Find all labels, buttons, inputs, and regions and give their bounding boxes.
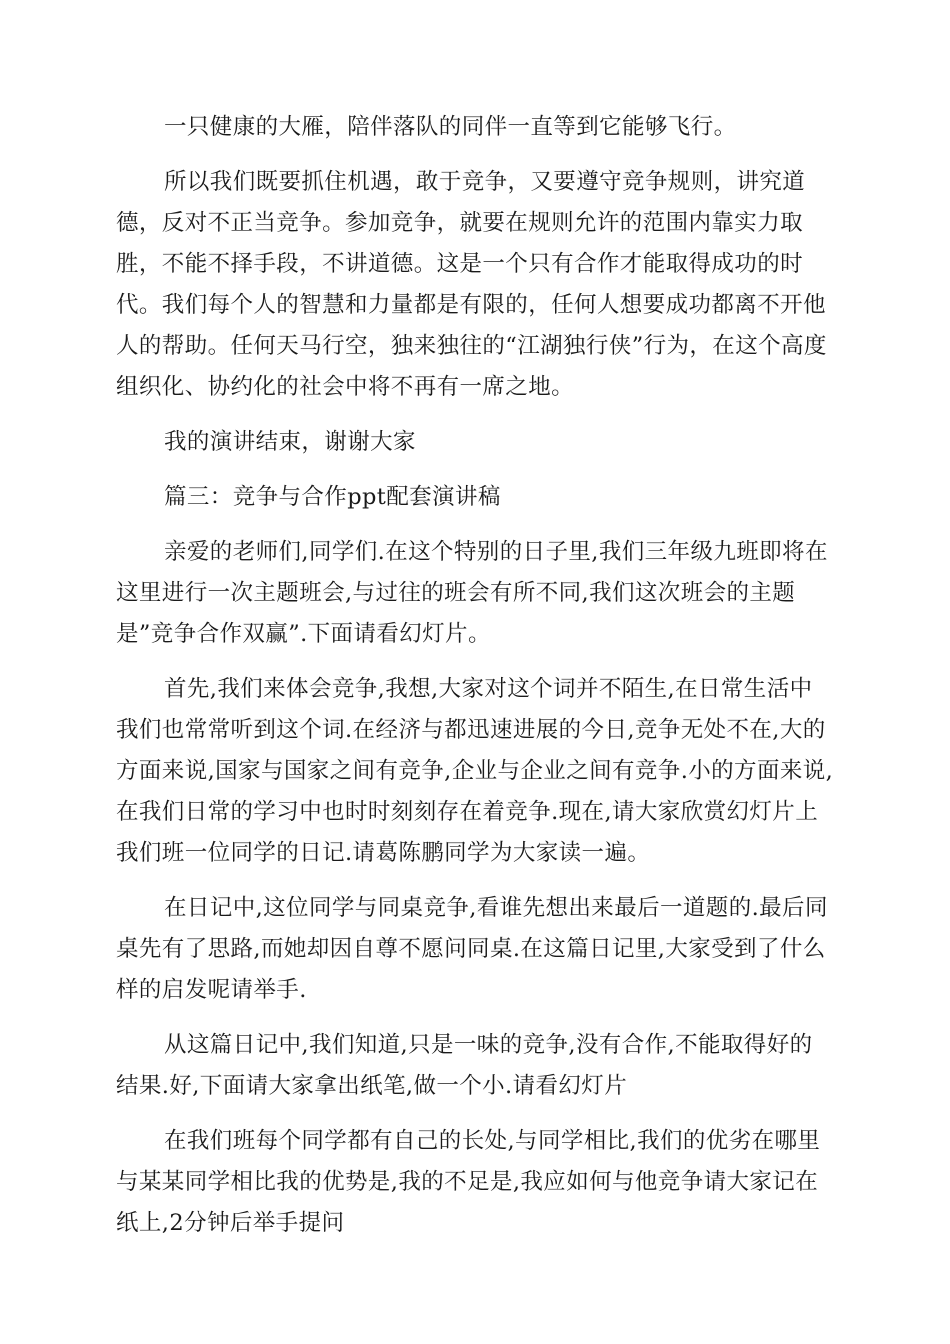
- paragraph-greeting: 亲爱的老师们,同学们.在这个特别的日子里,我们三年级九班即将在这里进行一次主题班会,与过往的班会有所不同,我们这次班会的主题是”竞争合作双赢”.下面请看幻灯片。: [116, 539, 828, 647]
- paragraph-diary-lesson: 从这篇日记中,我们知道,只是一味的竞争,没有合作,不能取得好的结果.好,下面请大家拿出纸笔,做一个小.请看幻灯片: [116, 1032, 813, 1099]
- paragraph-competition-intro: 首先,我们来体会竞争,我想,大家对这个词并不陌生,在日常生活中我们也常常听到这个词.在经济与都迅速进展的今日,竞争无处不在,大的方面来说,国家与国家之间有竞争,企业与企业之间有竞争.小的方面来说,在我们日常的学习中也时时刻刻存在着竞争.现在,请大家欣赏幻灯片上我们班一位同学的日记.请葛陈鹏同学为大家读一遍。: [116, 676, 834, 866]
- paragraph-diary: 在日记中,这位同学与同桌竞争,看谁先想出来最后一道题的.最后同桌先有了思路,而她却因自尊不愿问同桌.在这篇日记里,大家受到了什么样的启发呢请举手.: [116, 895, 828, 1003]
- paragraph-speech-end: 我的演讲结束，谢谢大家: [164, 429, 416, 455]
- document-body: [116, 107, 834, 1258]
- paragraph-goose: 一只健康的大雁，陪伴落队的同伴一直等到它能够飞行。: [164, 114, 737, 140]
- section-heading: 篇三：竞争与合作ppt配套演讲稿: [164, 484, 501, 510]
- paragraph-strengths: 在我们班每个同学都有自己的长处,与同学相比,我们的优劣在哪里与某某同学相比我的优势是,我的不足是,我应如何与他竞争请大家记在纸上,2分钟后举手提问: [116, 1128, 821, 1236]
- paragraph-competition-rules: 所以我们既要抓住机遇，敢于竞争，又要遵守竞争规则，讲究道德，反对不正当竞争。参加竞争，就要在规则允许的范围内靠实力取胜，不能不择手段，不讲道德。这是一个只有合作才能取得成功的时代。我们每个人的智慧和力量都是有限的，任何人想要成功都离不开他人的帮助。任何天马行空，独来独往的“江湖独行侠”行为，在这个高度组织化、协约化的社会中将不再有一席之地。: [116, 169, 827, 400]
